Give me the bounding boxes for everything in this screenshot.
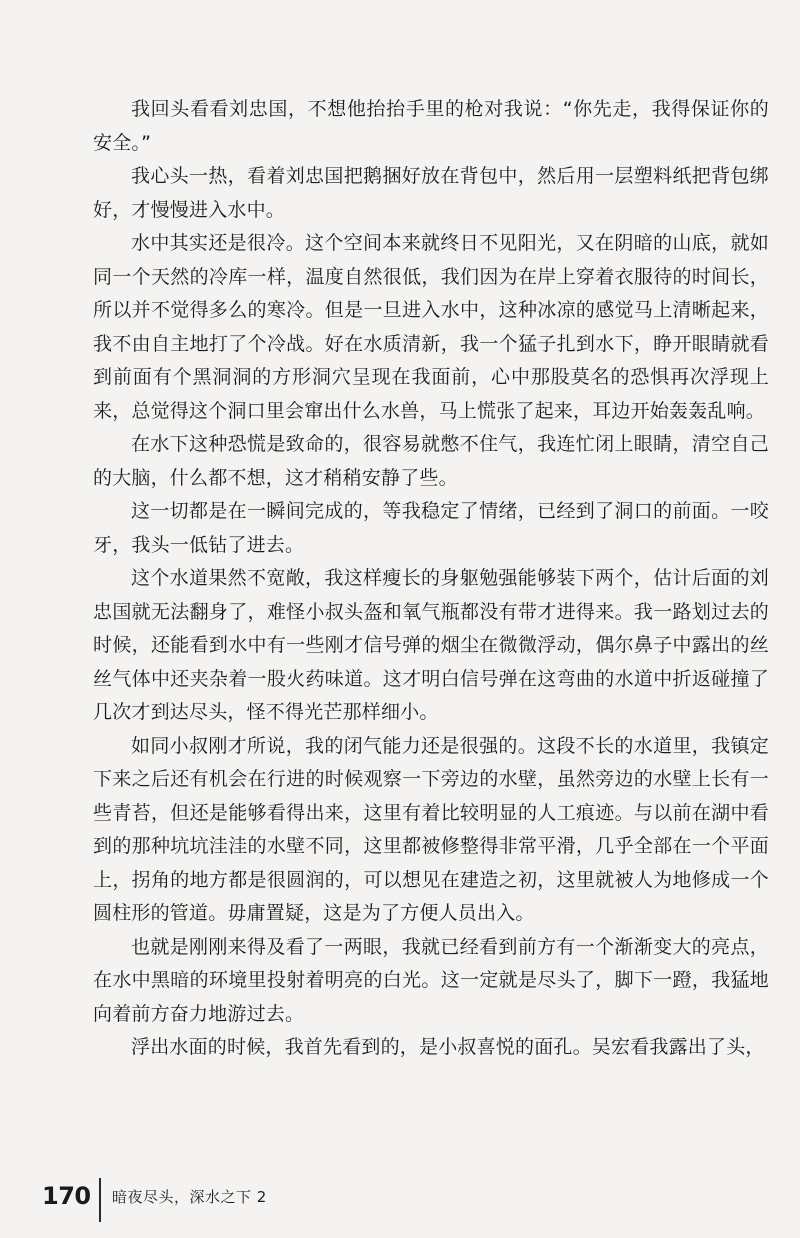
page-footer xyxy=(0,1160,800,1220)
paragraph: 这个水道果然不宽敞，我这样瘦长的身躯勉强能够装下两个，估计后面的刘忠国就无法翻身了，难怪小叔头盔和氧气瓶都没有带才进得来。我一路划过去的时候，还能看到水中有一些刚才信号弹的烟尘在微微浮动，偶尔鼻子中露出的丝丝气体中还夹杂着一股火药味道。这才明白信号弹在这弯曲的水道中折返碰撞了几次才到达尽头，怪不得光芒那样细小。 xyxy=(93,567,769,723)
running-title: 暗夜尽头，深水之下 2 xyxy=(112,1188,267,1206)
page-number: 170 xyxy=(42,1182,91,1210)
paragraph: 浮出水面的时候，我首先看到的，是小叔喜悦的面孔。吴宏看我露出了头， xyxy=(131,1036,765,1058)
paragraph: 也就是刚刚来得及看了一两眼，我就已经看到前方有一个渐渐变大的亮点，在水中黑暗的环境里投射着明亮的白光。这一定就是尽头了，脚下一蹬，我猛地向着前方奋力地游过去。 xyxy=(93,935,769,1025)
paragraph: 如同小叔刚才所说，我的闭气能力还是很强的。这段不长的水道里，我镇定下来之后还有机会在行进的时候观察一下旁边的水壁，虽然旁边的水壁上长有一些青苔，但还是能够看得出来，这里有着比较明显的人工痕迹。与以前在湖中看到的那种坑坑洼洼的水壁不同，这里都被修整得非常平滑，几乎全部在一个平面上，拐角的地方都是很圆润的，可以想见在建造之初，这里就被人为地修成一个圆柱形的管道。毋庸置疑，这是为了方便人员出入。 xyxy=(93,734,769,924)
paragraph: 水中其实还是很冷。这个空间本来就终日不见阳光，又在阴暗的山底，就如同一个天然的冷库一样，温度自然很低，我们因为在岸上穿着衣服待的时间长，所以并不觉得多么的寒冷。但是一旦进入水中，这种冰凉的感觉马上清晰起来，我不由自主地打了个冷战。好在水质清新，我一个猛子扎到水下，睁开眼睛就看到前面有个黑洞洞的方形洞穴呈现在我面前，心中那股莫名的恐惧再次浮现上来，总觉得这个洞口里会窜出什么水兽，马上慌张了起来，耳边开始轰轰乱响。 xyxy=(93,232,769,422)
body-text xyxy=(93,93,769,1065)
paragraph: 在水下这种恐慌是致命的，很容易就憋不住气，我连忙闭上眼睛，清空自己的大脑，什么都不想，这才稍稍安静了些。 xyxy=(93,433,769,489)
paragraph: 我回头看看刘忠国，不想他抬抬手里的枪对我说：“你先走，我得保证你的安全。” xyxy=(93,98,769,154)
footer-divider xyxy=(99,1178,101,1222)
paragraph: 这一切都是在一瞬间完成的，等我稳定了情绪，已经到了洞口的前面。一咬牙，我头一低钻了进去。 xyxy=(93,500,769,556)
paragraph: 我心头一热，看着刘忠国把鹅捆好放在背包中，然后用一层塑料纸把背包绑好，才慢慢进入水中。 xyxy=(93,165,769,221)
